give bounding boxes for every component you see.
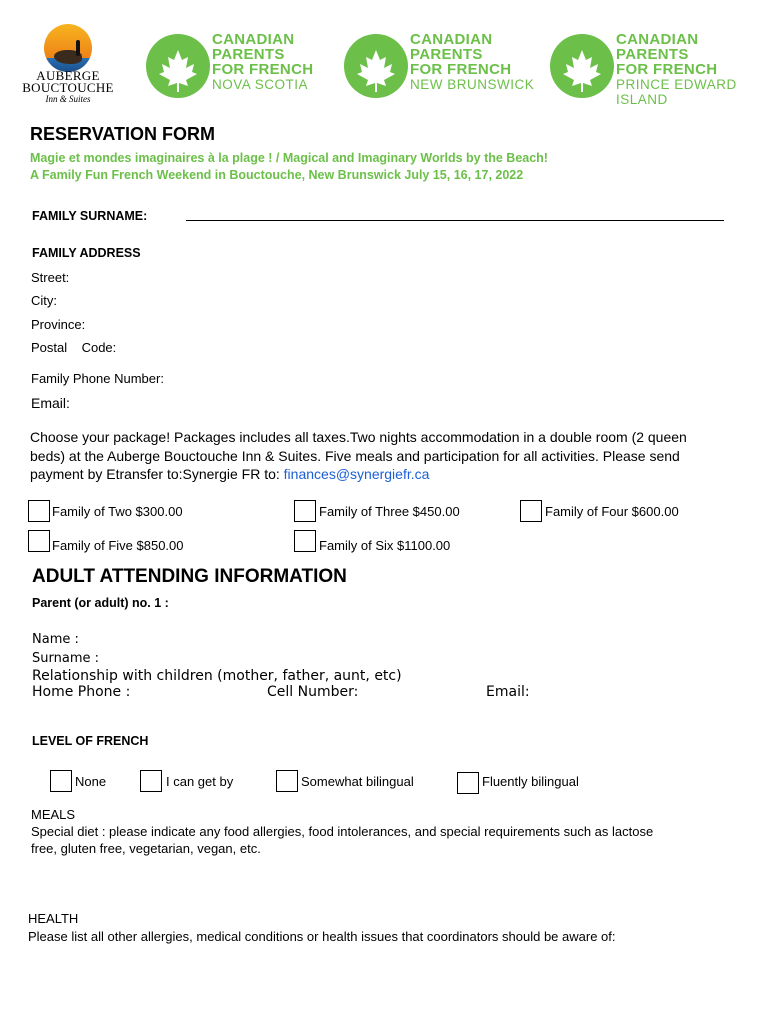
maple-leaf-icon [146, 34, 210, 98]
level-get-by-checkbox[interactable] [140, 770, 162, 792]
package-six-checkbox[interactable] [294, 530, 316, 552]
province-label: Province: [31, 317, 86, 332]
cpf-line-2: PARENTS [410, 46, 483, 63]
home-phone-label: Home Phone : [32, 684, 131, 700]
logo-line-3: Inn & Suites [45, 94, 91, 104]
package-five-checkbox[interactable] [28, 530, 50, 552]
level-none-label: None [75, 774, 107, 789]
event-subtitle-2: A Family Fun French Weekend in Bouctouche, New Brunswick July 15, 16, 17, 2022 [30, 168, 524, 182]
adult-email-label: Email: [486, 684, 530, 700]
cpf-region-2: ISLAND [616, 92, 668, 107]
package-description [30, 428, 760, 484]
family-surname-field[interactable] [186, 220, 724, 221]
auberge-bouctouche-logo [22, 24, 114, 106]
package-four-label: Family of Four $600.00 [545, 504, 679, 519]
email-label: Email: [31, 395, 70, 411]
cpf-region: PRINCE EDWARD [616, 77, 737, 92]
health-heading: HEALTH [28, 911, 79, 926]
level-get-by-label: I can get by [166, 774, 234, 789]
package-two-checkbox[interactable] [28, 500, 50, 522]
cpf-line-1: CANADIAN [616, 31, 699, 48]
level-fluent-checkbox[interactable] [457, 772, 479, 794]
logo-line-1: AUBERGE [36, 68, 100, 83]
maple-leaf-icon [550, 34, 614, 98]
sunset-goose-icon [44, 24, 92, 72]
relationship-label: Relationship with children (mother, father, aunt, etc) [32, 668, 402, 684]
cpf-line-2: PARENTS [212, 46, 285, 63]
payment-email-link[interactable]: finances@synergiefr.ca [283, 466, 430, 482]
package-text-line-1: Choose your package! Packages includes all taxes.Two nights accommodation in a double room (2 queen [30, 429, 687, 445]
health-text: Please list all other allergies, medical conditions or health issues that coordinators should be aware of: [28, 929, 616, 944]
level-fluent-label: Fluently bilingual [482, 774, 579, 789]
package-five-label: Family of Five $850.00 [52, 538, 184, 553]
cpf-new-brunswick-logo [344, 28, 540, 100]
cpf-region: NEW BRUNSWICK [410, 77, 535, 92]
cpf-line-2: PARENTS [616, 46, 689, 63]
cpf-line-1: CANADIAN [212, 31, 295, 48]
city-label: City: [31, 293, 57, 308]
level-none-checkbox[interactable] [50, 770, 72, 792]
form-title: RESERVATION FORM [30, 124, 216, 144]
surname-label: Surname : [32, 651, 99, 666]
package-three-label: Family of Three $450.00 [319, 504, 460, 519]
event-subtitle-1: Magie et mondes imaginaires à la plage ! / Magical and Imaginary Worlds by the Beach! [30, 151, 548, 165]
street-label: Street: [31, 270, 70, 285]
postal-code-label: Postal Code: [31, 340, 117, 355]
family-address-heading: FAMILY ADDRESS [32, 246, 141, 260]
logo-line-2: BOUCTOUCHE [22, 80, 114, 95]
cpf-region: NOVA SCOTIA [212, 77, 309, 92]
cpf-line-3: FOR FRENCH [410, 61, 512, 78]
maple-leaf-icon [344, 34, 408, 98]
level-somewhat-label: Somewhat bilingual [301, 774, 414, 789]
cpf-line-3: FOR FRENCH [616, 61, 718, 78]
package-two-label: Family of Two $300.00 [52, 504, 183, 519]
parent-number-label: Parent (or adult) no. 1 : [32, 596, 169, 610]
package-four-checkbox[interactable] [520, 500, 542, 522]
package-text-line-2: beds) at the Auberge Bouctouche Inn & Suites. Five meals and participation for all activities. Please send [30, 447, 680, 464]
cpf-pei-logo [550, 28, 746, 107]
cpf-line-1: CANADIAN [410, 31, 493, 48]
level-of-french-heading: LEVEL OF FRENCH [32, 734, 149, 748]
adult-section-heading: ADULT ATTENDING INFORMATION [32, 566, 347, 587]
phone-label: Family Phone Number: [31, 371, 164, 386]
cpf-line-3: FOR FRENCH [212, 61, 314, 78]
meals-text-2: free, gluten free, vegetarian, vegan, etc. [31, 841, 261, 856]
package-three-checkbox[interactable] [294, 500, 316, 522]
name-label: Name : [32, 632, 79, 647]
family-surname-label: FAMILY SURNAME: [32, 209, 148, 223]
level-somewhat-checkbox[interactable] [276, 770, 298, 792]
cpf-nova-scotia-logo [146, 28, 336, 100]
meals-text-1: Special diet : please indicate any food allergies, food intolerances, and special requirements such as lactose [31, 824, 654, 839]
package-text-line-3 [30, 465, 760, 484]
meals-heading: MEALS [31, 807, 76, 822]
cell-number-label: Cell Number: [267, 684, 359, 700]
package-text-3: payment by Etransfer to:Synergie FR to: [30, 466, 284, 482]
package-six-label: Family of Six $1100.00 [319, 538, 451, 553]
